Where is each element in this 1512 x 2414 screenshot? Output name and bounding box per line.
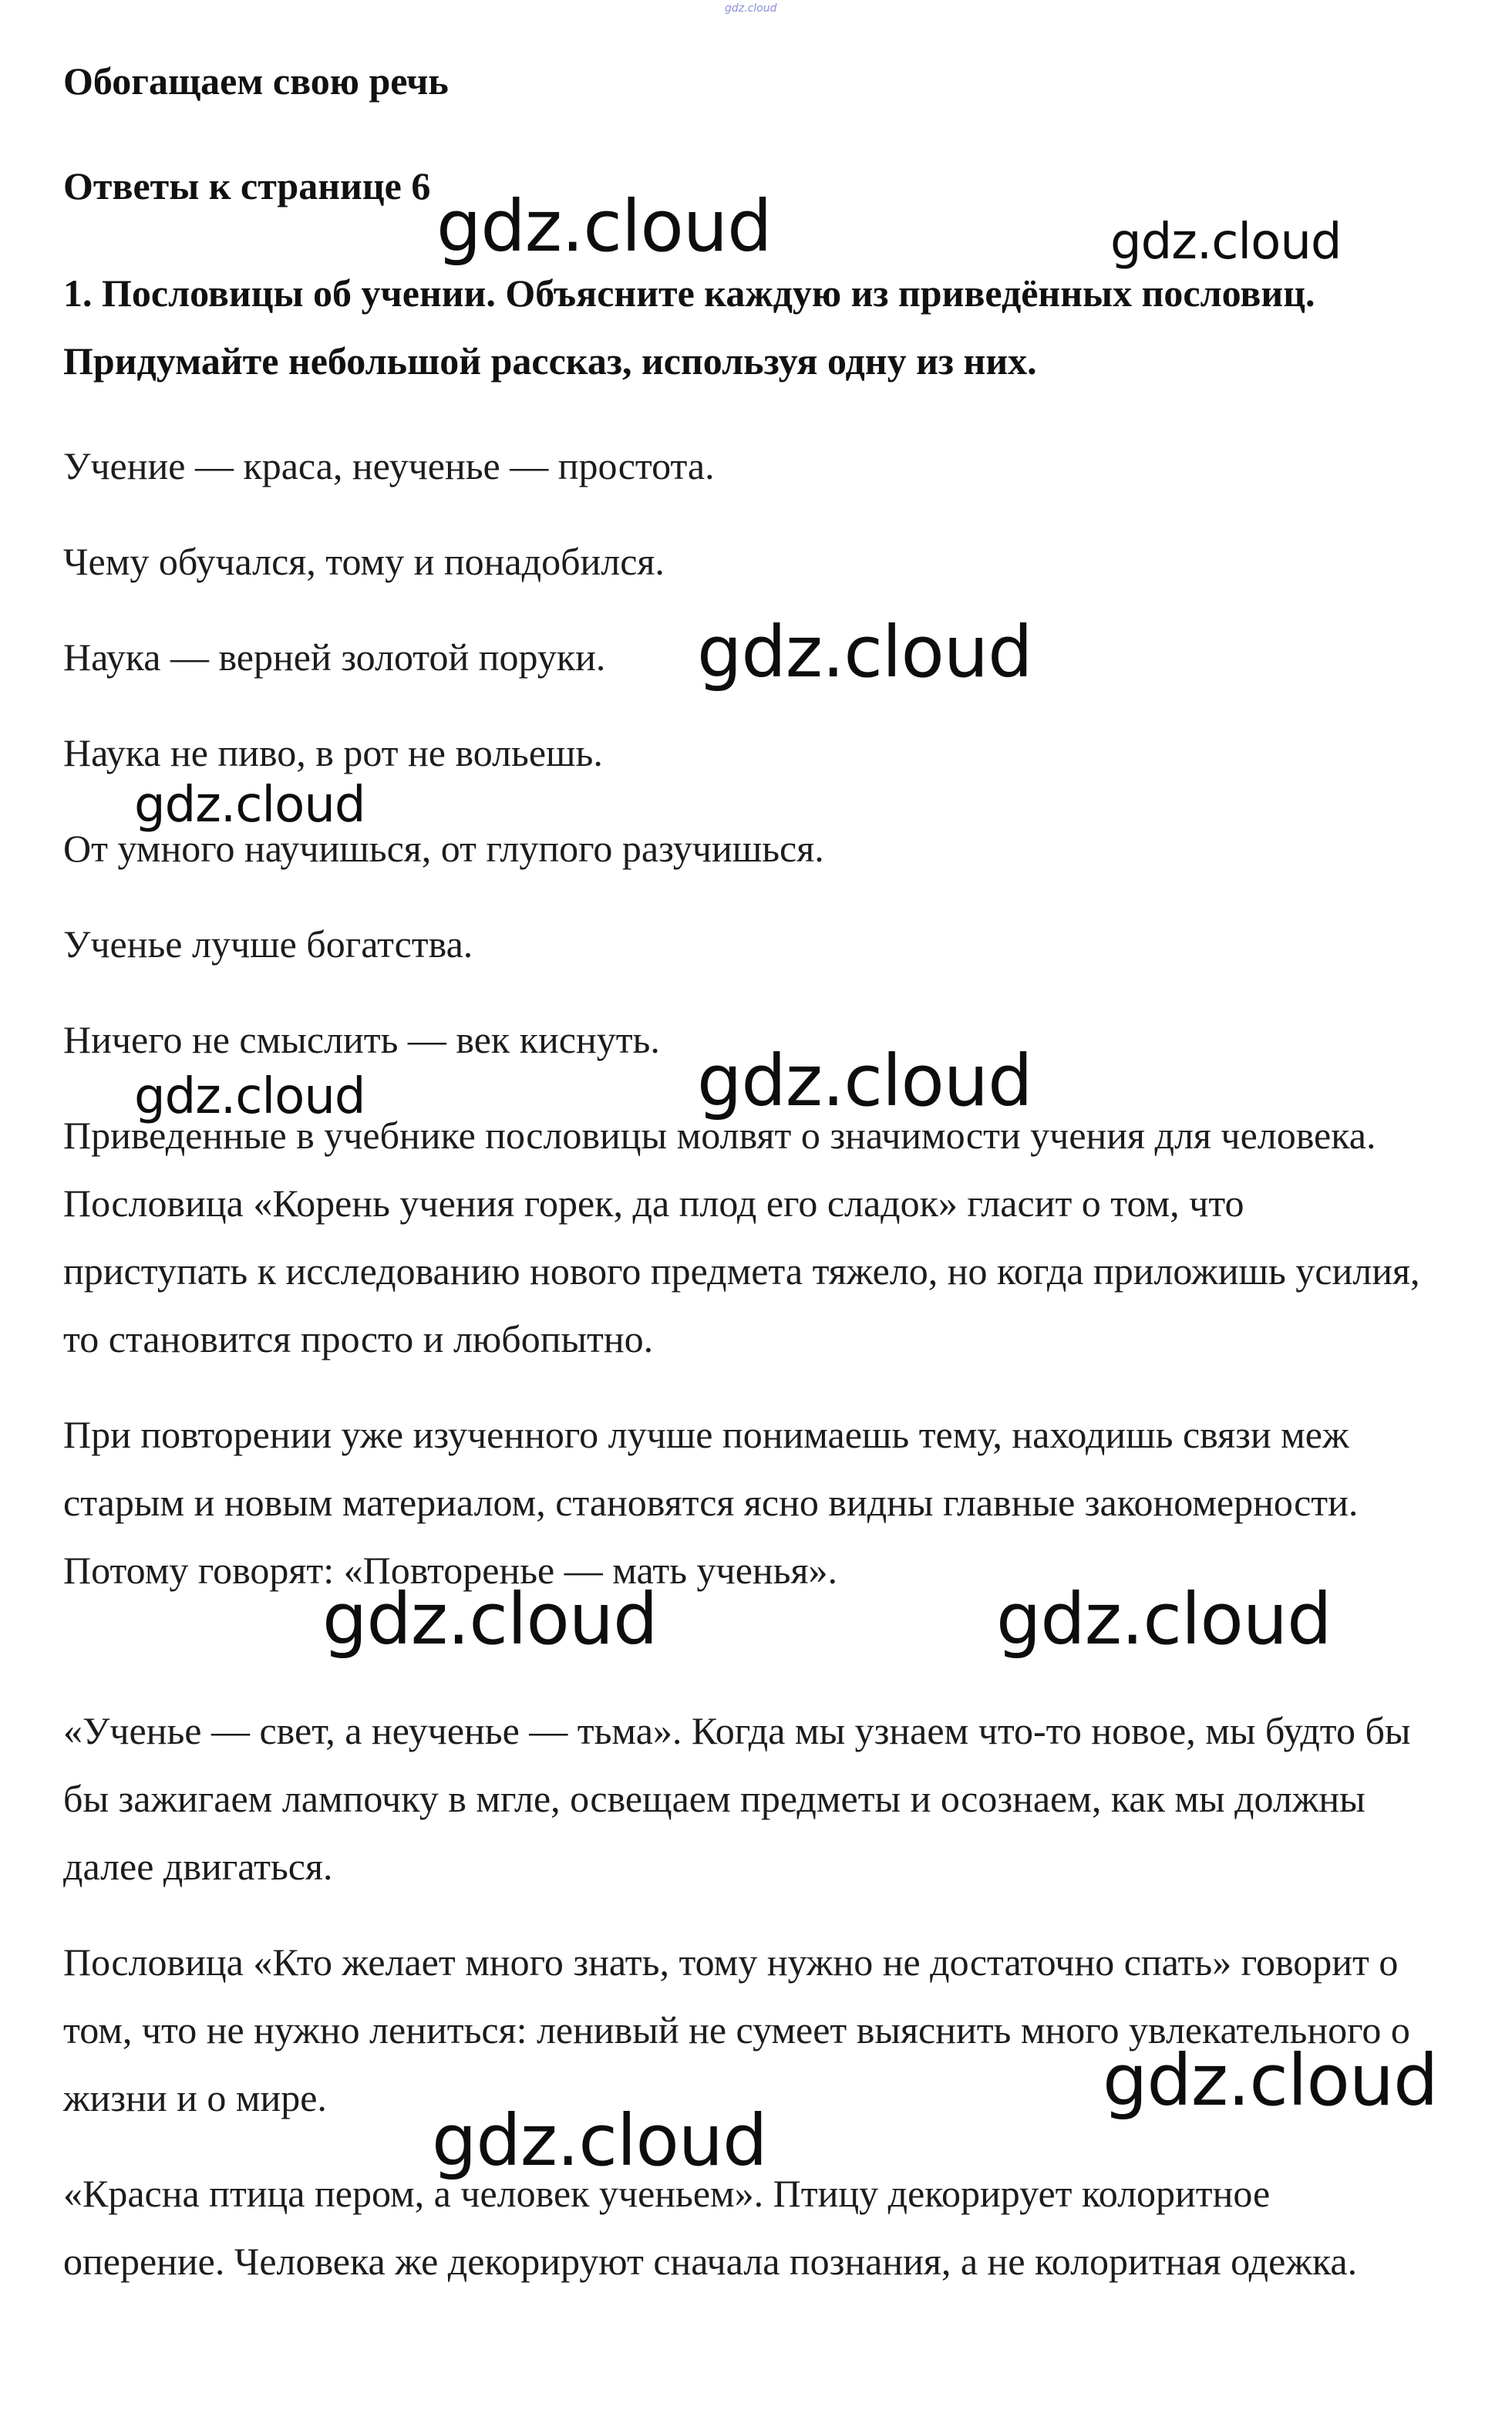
proverb-line: Наука — верней золотой поруки. <box>63 636 606 679</box>
watermark-logo: gdz.cloud <box>322 1578 658 1660</box>
explanation-paragraph: При повторении уже изученного лучше понимаешь тему, находишь связи меж старым и новым материалом, становятся ясно видны главные закономерности. Потому говорят: «Повторенье — мать ученья». <box>63 1413 1359 1592</box>
top-watermark: gdz.cloud <box>725 2 777 15</box>
watermark-logo: gdz.cloud <box>1103 2039 1438 2122</box>
section-title: Обогащаем свою речь <box>63 59 449 103</box>
explanation-paragraph: «Красна птица пером, а человек ученьем». Птицу декорирует колоритное оперение. Человека же декорируют сначала познания, а не колоритная одежка. <box>63 2172 1358 2283</box>
watermark-logo: gdz.cloud <box>697 1040 1032 1122</box>
watermark-logo: gdz.cloud <box>432 2099 767 2182</box>
explanation-paragraph: Пословица «Кто желает много знать, тому нужно не достаточно спать» говорит о том, что не нужно лениться: ленивый не сумеет выяснить много увлекательного о жизни и о мире. <box>63 1940 1410 2119</box>
proverb-line: Учение — краса, неученье — простота. <box>63 444 715 487</box>
proverb-line: Ничего не смыслить — век киснуть. <box>63 1018 660 1061</box>
watermark-logo: gdz.cloud <box>697 611 1032 693</box>
watermark-logo: gdz.cloud <box>134 777 365 834</box>
watermark-logo: gdz.cloud <box>1110 214 1342 271</box>
watermark-logo: gdz.cloud <box>436 185 772 268</box>
watermark-logo: gdz.cloud <box>996 1578 1332 1660</box>
proverb-line: Наука не пиво, в рот не вольешь. <box>63 731 603 774</box>
explanation-paragraph: «Ученье — свет, а неученье — тьма». Когда мы узнаем что-то новое, мы будто бы бы зажигаем лампочку в мгле, освещаем предметы и осознаем, как мы должны далее двигаться. <box>63 1709 1411 1888</box>
watermark-logo: gdz.cloud <box>134 1068 365 1125</box>
proverb-line: От умного научишься, от глупого разучишься. <box>63 827 824 870</box>
proverb-line: Ученье лучше богатства. <box>63 922 473 966</box>
task-text: 1. Пословицы об учении. Объясните каждую из приведённых пословиц. Придумайте небольшой рассказ, используя одну из них. <box>63 271 1315 383</box>
proverb-line: Чему обучался, тому и понадобился. <box>63 540 665 583</box>
explanation-paragraph: Приведенные в учебнике пословицы молвят о значимости учения для человека. Пословица «Корень учения горек, да плод его сладок» гласит о том, что приступать к исследованию нового предмета тяжело, но когда приложишь усилия, то становится просто и любопытно. <box>63 1114 1420 1360</box>
page-title: Ответы к странице 6 <box>63 164 431 207</box>
